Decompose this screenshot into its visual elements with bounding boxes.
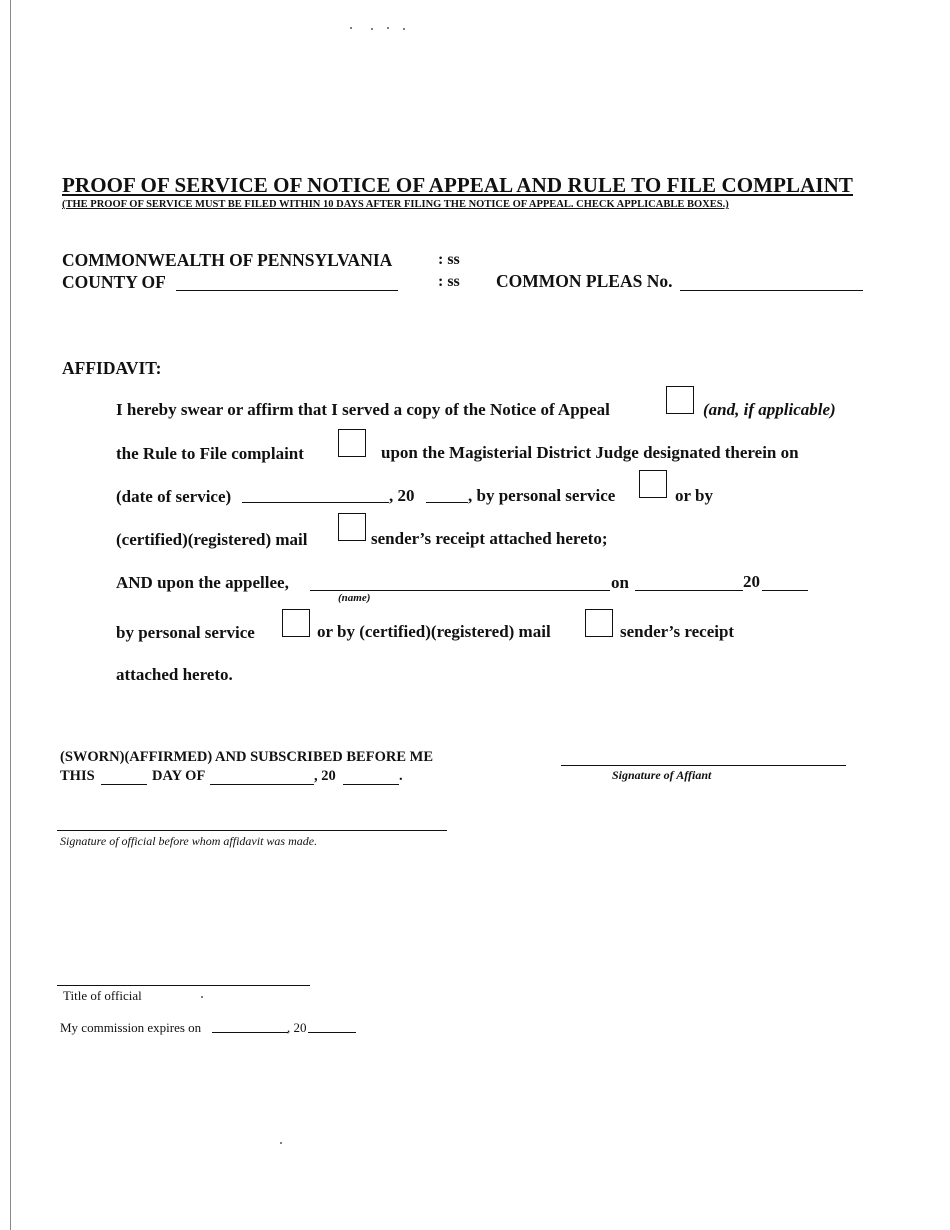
affidavit-line-1: I hereby swear or affirm that I served a copy of the Notice of Appeal [116, 400, 610, 419]
commonwealth-label: COMMONWEALTH OF PENNSYLVANIA [62, 250, 393, 270]
form-instructions: (THE PROOF OF SERVICE MUST BE FILED WITHIN 10 DAYS AFTER FILING THE NOTICE OF APPEAL. CHECK APPLICABLE BOXES.) [62, 199, 729, 210]
official-title-caption: Title of official [63, 988, 142, 1003]
commission-date-field[interactable] [212, 1032, 288, 1033]
commission-label: My commission expires on [60, 1020, 202, 1035]
year-prefix: , 20 [389, 486, 415, 505]
scan-speck [350, 27, 352, 29]
jurat-period: . [399, 768, 403, 784]
personal-service-label: , by personal service [468, 486, 616, 505]
date-of-service-field[interactable] [242, 502, 389, 503]
official-signature-caption: Signature of official before whom affidavit was made. [60, 834, 318, 848]
on-label: on [611, 573, 629, 592]
day-field[interactable] [101, 784, 147, 785]
appellee-date-field[interactable] [635, 590, 743, 591]
scan-speck [387, 27, 389, 29]
form-title: PROOF OF SERVICE OF NOTICE OF APPEAL AND RULE TO FILE COMPLAINT [62, 173, 854, 197]
notice-of-appeal-checkbox[interactable] [666, 386, 694, 414]
appellee-year-field[interactable] [762, 590, 808, 591]
day-of-label: DAY OF [152, 768, 206, 784]
judge-mail-checkbox[interactable] [338, 513, 366, 541]
receipt-attached-label: sender’s receipt attached hereto; [371, 529, 608, 548]
this-label: THIS [60, 768, 95, 784]
scan-speck [371, 28, 373, 30]
appellee-mail-label: or by (certified)(registered) mail [317, 622, 551, 641]
appellee-receipt-label: sender’s receipt [620, 622, 735, 641]
appellee-personal-service-checkbox[interactable] [282, 609, 310, 637]
scan-speck [280, 1142, 282, 1144]
scan-speck [201, 996, 203, 998]
scan-speck [403, 28, 405, 30]
jurat-year-field[interactable] [343, 784, 399, 785]
official-signature-line[interactable] [57, 830, 447, 831]
month-field[interactable] [210, 784, 314, 785]
appellee-mail-checkbox[interactable] [585, 609, 613, 637]
sworn-subscribed-label: (SWORN)(AFFIRMED) AND SUBSCRIBED BEFORE ME [60, 749, 433, 765]
common-pleas-number-field[interactable] [680, 290, 863, 291]
affidavit-line-2: the Rule to File complaint [116, 444, 304, 463]
appellee-name-field[interactable] [310, 590, 610, 591]
mail-label: (certified)(registered) mail [116, 530, 308, 549]
affiant-signature-caption: Signature of Affiant [612, 768, 712, 782]
affidavit-heading: AFFIDAVIT: [62, 358, 162, 378]
affidavit-line-2-tail: upon the Magisterial District Judge designated therein on [381, 443, 799, 462]
commission-year-prefix: , 20 [287, 1020, 307, 1035]
appellee-label: AND upon the appellee, [116, 573, 289, 592]
or-by-label: or by [675, 486, 713, 505]
commission-year-field[interactable] [308, 1032, 356, 1033]
page-edge [10, 0, 11, 1230]
year-field[interactable] [426, 502, 468, 503]
date-of-service-label: (date of service) [116, 487, 232, 506]
ss-mark: : ss [438, 251, 460, 268]
affiant-signature-line[interactable] [561, 765, 846, 766]
if-applicable-note: (and, if applicable) [703, 400, 836, 419]
county-label: COUNTY OF [62, 272, 166, 292]
ss-mark: : ss [438, 273, 460, 290]
official-title-line[interactable] [57, 985, 310, 986]
rule-to-file-checkbox[interactable] [338, 429, 366, 457]
common-pleas-label: COMMON PLEAS No. [496, 271, 673, 291]
appellee-year-prefix: 20 [743, 572, 760, 591]
name-caption: (name) [338, 592, 371, 604]
judge-personal-service-checkbox[interactable] [639, 470, 667, 498]
jurat-year-prefix: , 20 [314, 768, 336, 784]
attached-hereto-label: attached hereto. [116, 665, 233, 684]
appellee-personal-service-label: by personal service [116, 623, 255, 642]
county-field[interactable] [176, 290, 398, 291]
